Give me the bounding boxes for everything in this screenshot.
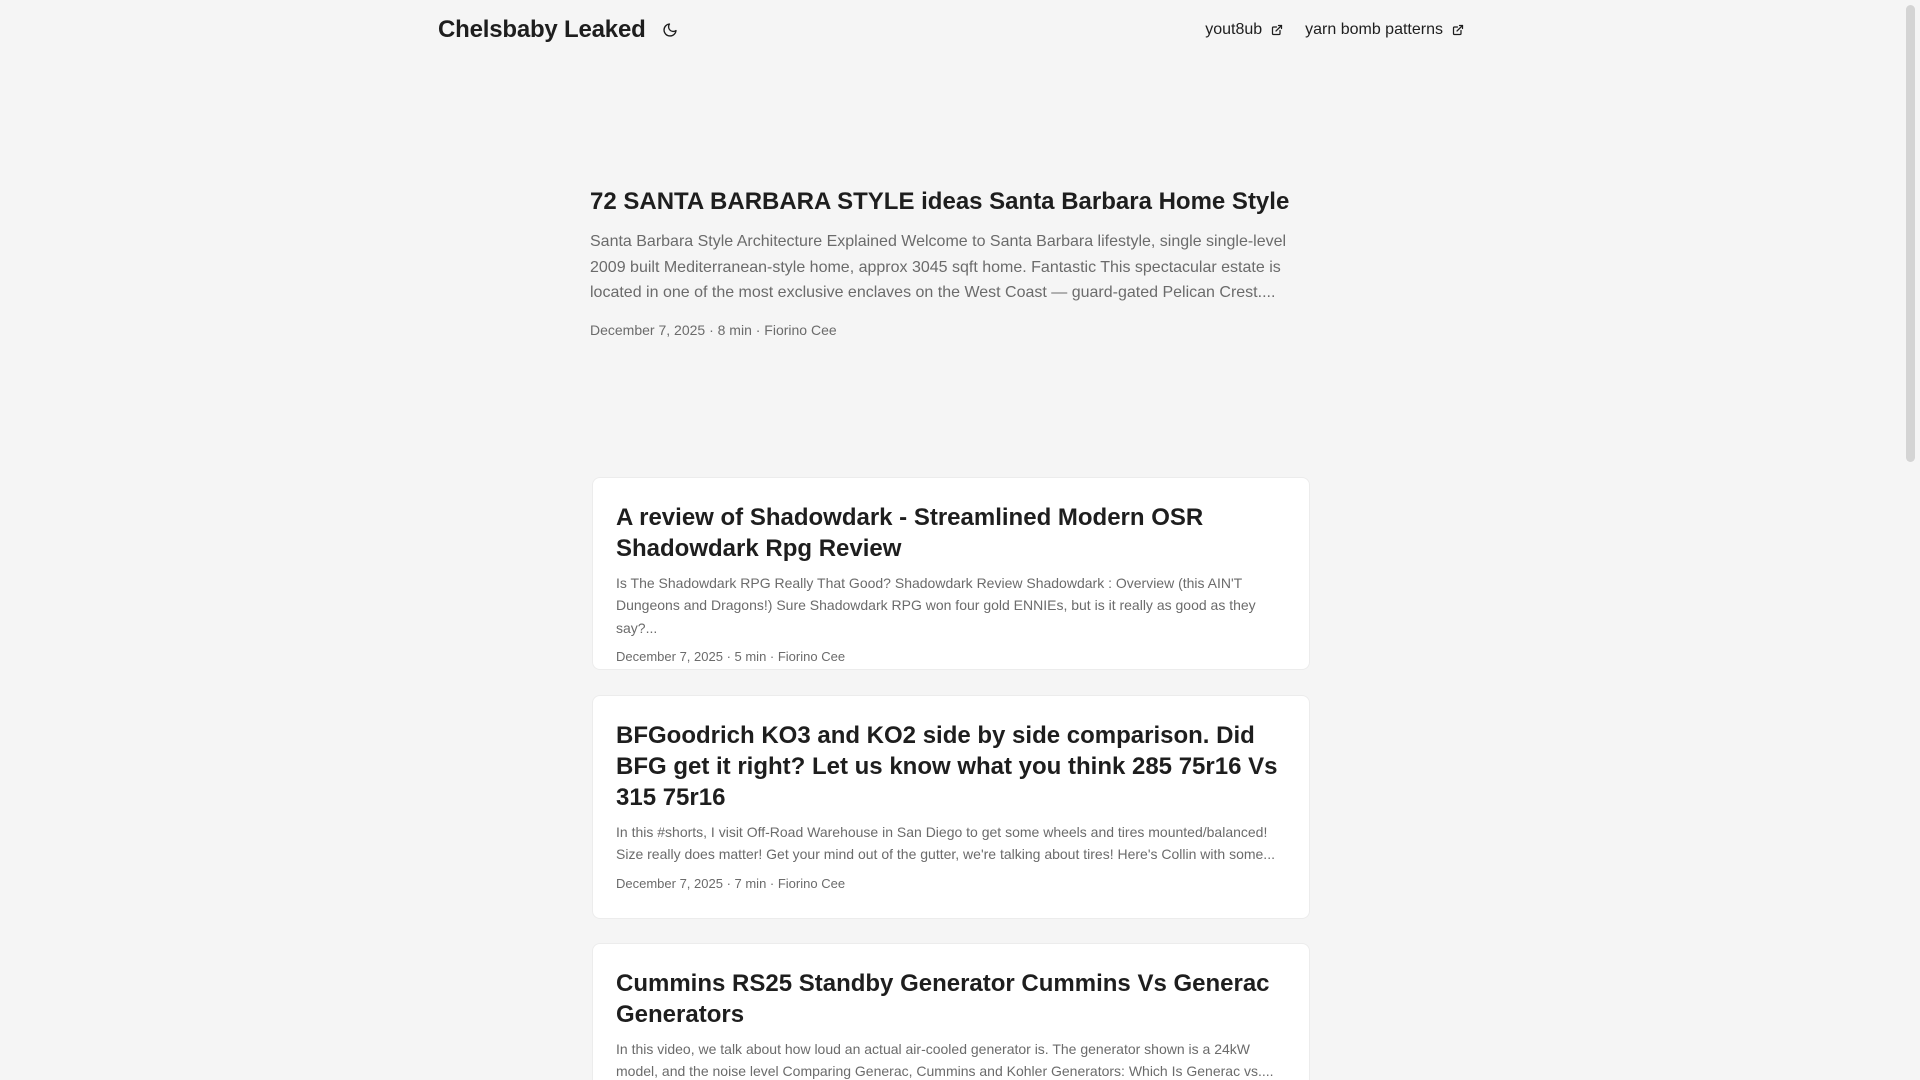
featured-post-meta: December 7, 2025 · 8 min · Fiorino Cee (590, 321, 837, 338)
nav-link-label: yout8ub (1205, 21, 1263, 38)
nav-link-yout8ub[interactable] (1205, 21, 1283, 39)
post-summary: In this #shorts, I visit Off-Road Warehouse in San Diego to get some wheels and tires mounted/balanced! Size really does matter! Get your mind out of the gutter, we're talking about tires! Here's Collin with some... (616, 824, 1275, 863)
post-card[interactable] (592, 943, 1310, 1080)
post-summary: In this video, we talk about how loud an actual air-cooled generator is. The generator shown is a 24kW model, and the noise level Comparing Generac, Cummins and Kohler Generators: Which Is Generac vs.... (616, 1041, 1274, 1080)
post-card[interactable] (592, 477, 1310, 670)
site-header (438, 0, 1464, 60)
external-link-icon (1452, 24, 1464, 36)
nav-link-yarn-bomb-patterns[interactable] (1305, 21, 1464, 39)
site-title-link[interactable]: Chelsbaby Leaked (438, 16, 646, 43)
post-title[interactable]: A review of Shadowdark - Streamlined Modern OSR Shadowdark Rpg Review (616, 504, 1204, 562)
moon-icon[interactable] (660, 20, 680, 40)
external-link-icon (1271, 24, 1283, 36)
featured-post-title[interactable]: 72 SANTA BARBARA STYLE ideas Santa Barbara Home Style (590, 188, 1290, 215)
post-meta: December 7, 2025 · 7 min · Fiorino Cee (616, 875, 846, 891)
nav-link-label: yarn bomb patterns (1305, 21, 1443, 38)
post-meta: December 7, 2025 · 5 min · Fiorino Cee (616, 649, 846, 665)
post-title[interactable]: Cummins RS25 Standby Generator Cummins Vs Generac Generators (616, 970, 1270, 1028)
main-nav (1205, 21, 1464, 39)
post-summary: Is The Shadowdark RPG Really That Good? Shadowdark Review Shadowdark : Overview (this AIN'T Dungeons and Dragons!) Sure Shadowdark RPG won four gold ENNIEs, but is it really as good as they say?... (616, 575, 1256, 636)
logo-area (438, 16, 680, 44)
featured-post-summary: Santa Barbara Style Architecture Explained Welcome to Santa Barbara lifestyle, single single-level 2009 built Mediterranean-style home, approx 3045 sqft home. Fantastic This spectacular estate is located in one of the most exclusive enclaves on the West Coast — guard-gated Pelican Crest.... (590, 233, 1287, 302)
post-title[interactable]: BFGoodrich KO3 and KO2 side by side comparison. Did BFG get it right? Let us know what you think 285 75r16 Vs 315 75r16 (616, 722, 1278, 811)
scrollbar-thumb[interactable] (1906, 5, 1915, 462)
post-card[interactable] (592, 695, 1310, 919)
featured-post[interactable] (590, 185, 1290, 340)
